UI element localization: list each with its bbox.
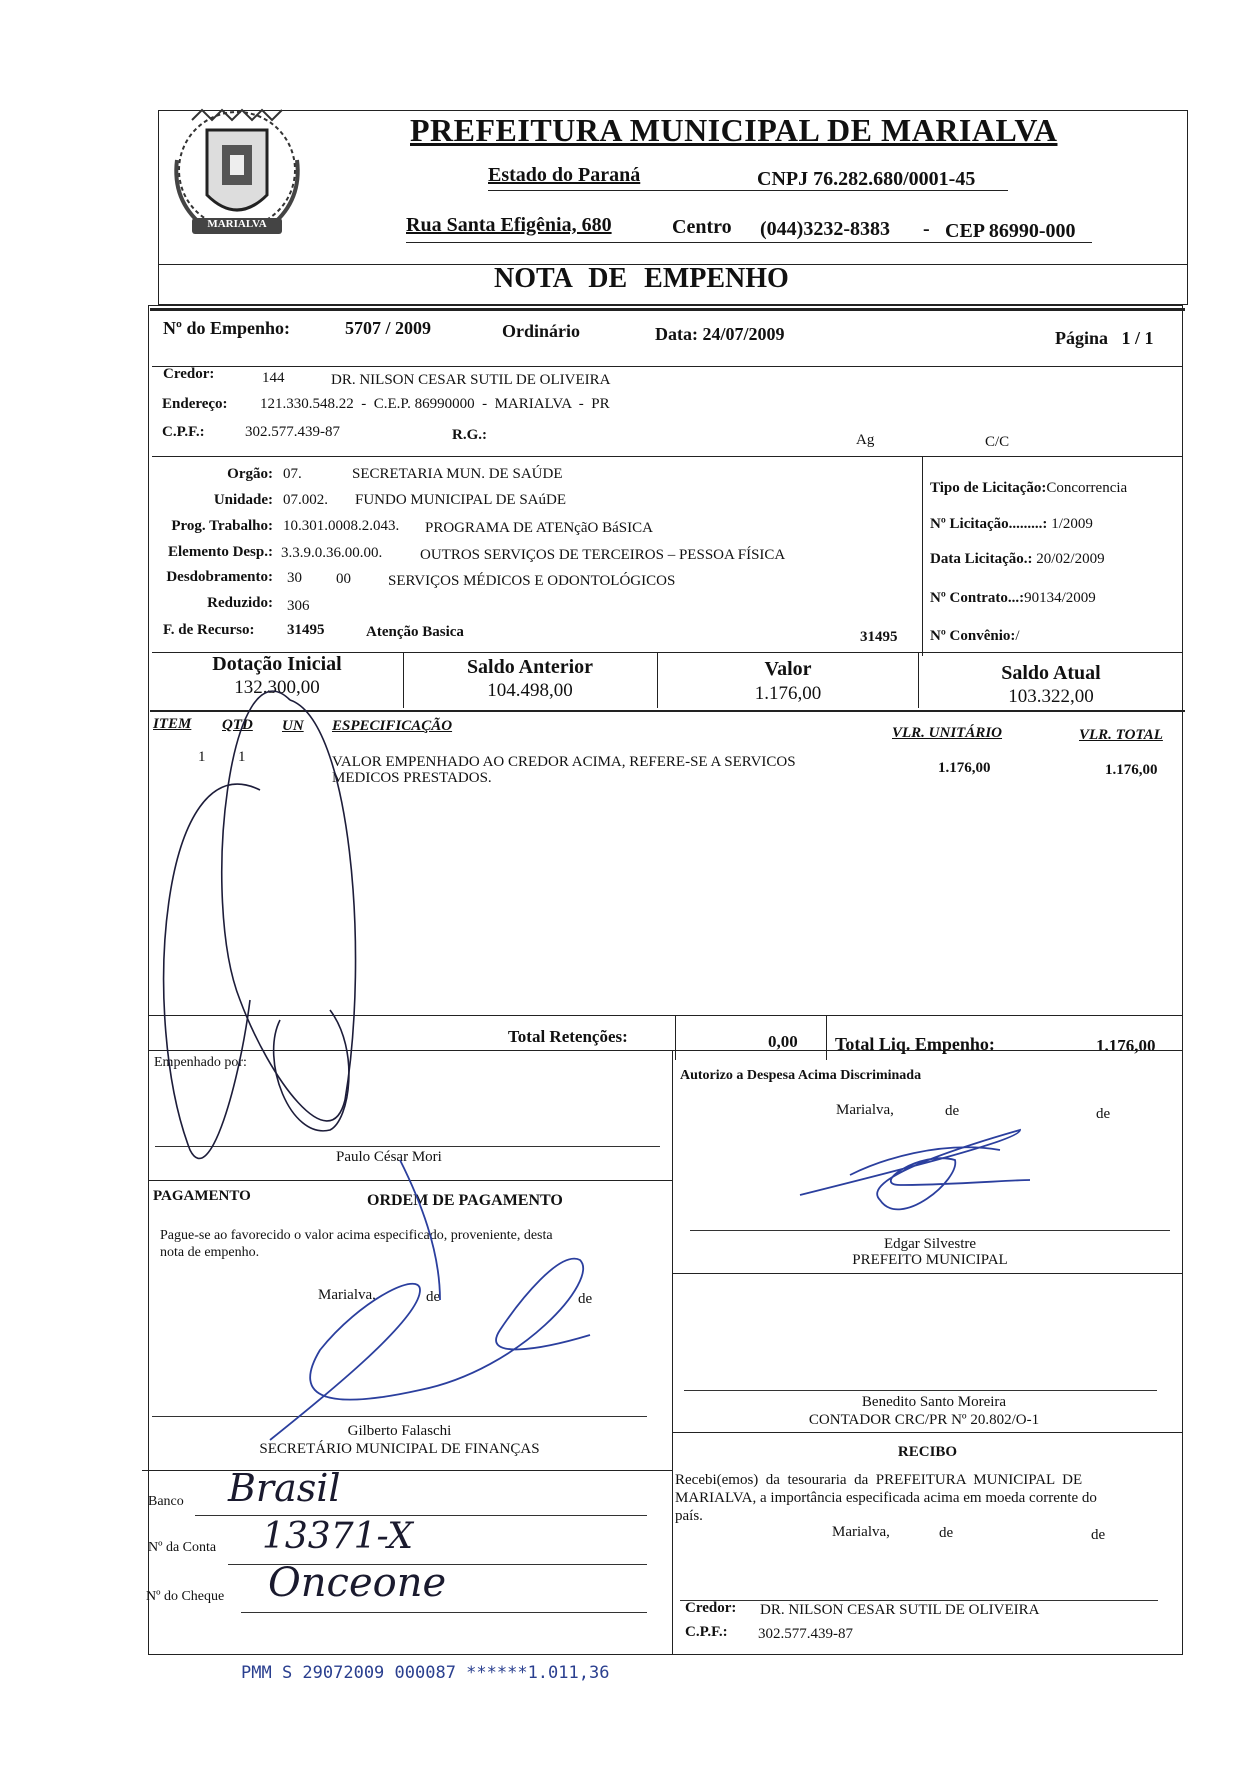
- reduzido-label: Reduzido:: [207, 595, 273, 611]
- item-qtd: 1: [238, 749, 246, 765]
- tipo-licitacao-label: Tipo de Licitação:: [930, 480, 1047, 496]
- contador-name: Benedito Santo Moreira: [861, 1394, 1007, 1410]
- convenio-value: /: [1015, 628, 1020, 644]
- data-licitacao-label: Data Licitação.:: [930, 551, 1033, 567]
- secretario-title: SECRETÁRIO MUNICIPAL DE FINANÇAS: [259, 1441, 540, 1457]
- col-vlr-unitario: VLR. UNITÁRIO: [892, 725, 1003, 741]
- dotacao-label: Dotação Inicial: [212, 653, 342, 675]
- empenho-label: Nº do Empenho:: [163, 318, 290, 338]
- pagamento-city: Marialva,: [318, 1287, 376, 1303]
- totals-bottom-rule: [148, 1050, 1183, 1051]
- fonte: Atenção Basica: [366, 624, 464, 640]
- prog: PROGRAMA DE ATENçãO BáSICA: [425, 520, 653, 536]
- fonte-code: 31495: [287, 622, 325, 638]
- saldo-atual-label: Saldo Atual: [1001, 662, 1101, 684]
- pagamento-text2: nota de empenho.: [160, 1245, 260, 1260]
- item-desc-line1: VALOR EMPENHADO AO CREDOR ACIMA, REFERE-SE A SERVICOS: [332, 754, 796, 770]
- state-underline: [488, 190, 1008, 191]
- rg-label: R.G.:: [452, 427, 487, 443]
- endereco-label: Endereço:: [162, 396, 228, 412]
- saldo-anterior-label: Saldo Anterior: [466, 656, 594, 678]
- recibo-title: RECIBO: [897, 1444, 958, 1460]
- saldo-atual-value: 103.322,00: [1008, 686, 1094, 707]
- autorizo-de2: de: [1096, 1106, 1111, 1122]
- autorizo-de1: de: [945, 1103, 960, 1119]
- document-title: NOTA DE EMPENHO: [494, 263, 789, 294]
- unidade-label: Unidade:: [213, 492, 273, 508]
- dotacao-value: 132.300,00: [234, 677, 320, 698]
- col-vlr-total: VLR. TOTAL: [1079, 727, 1163, 743]
- ag-label: Ag: [856, 432, 875, 448]
- total-retencoes-value: 0,00: [768, 1032, 798, 1051]
- reduzido: 306: [287, 598, 310, 614]
- saldo-anterior-value: 104.498,00: [487, 680, 573, 701]
- elemento-code: 3.3.9.0.36.00.00.: [281, 545, 383, 561]
- col-un: UN: [282, 718, 304, 734]
- bal-div-2: [657, 652, 658, 708]
- unidade-code: 07.002.: [283, 492, 328, 508]
- conta-label: Nº da Conta: [148, 1540, 217, 1555]
- credor-name: DR. NILSON CESAR SUTIL DE OLIVEIRA: [331, 372, 611, 388]
- secretario-sigline: [152, 1416, 647, 1417]
- empenhado-sigline: [155, 1146, 660, 1147]
- pagamento-label: PAGAMENTO: [153, 1188, 251, 1204]
- prefeito-rule: [672, 1273, 1183, 1274]
- balance-rule: [150, 710, 1185, 712]
- title-bottom-rule: [150, 308, 1185, 311]
- address-underline: [406, 242, 1092, 243]
- recibo-sigline: [680, 1600, 1158, 1601]
- empenhado-rule: [148, 1180, 672, 1181]
- recibo-text2: MARIALVA, a importância especificada acima em moeda corrente do: [675, 1490, 1097, 1506]
- bal-div-1: [403, 652, 404, 708]
- recibo-city: Marialva,: [832, 1524, 890, 1540]
- pagamento-de1: de: [426, 1289, 441, 1305]
- payment-stamp: PMM S 29072009 000087 ******1.011,36: [241, 1663, 610, 1683]
- num-licitacao-value: 1/2009: [1051, 516, 1093, 532]
- bal-div-3: [918, 652, 919, 708]
- contador-sigline: [684, 1390, 1157, 1391]
- total-liq-label: Total Liq. Empenho:: [835, 1034, 995, 1054]
- totals-div-1: [675, 1015, 676, 1060]
- dash: -: [923, 218, 930, 240]
- recibo-de1: de: [939, 1525, 954, 1541]
- col-item: ITEM: [153, 716, 192, 732]
- item-desc-line2: MEDICOS PRESTADOS.: [332, 770, 492, 786]
- contrato-value: 90134/2009: [1024, 590, 1096, 606]
- totals-div-2: [826, 1015, 827, 1060]
- orgao-code: 07.: [283, 466, 302, 482]
- recibo-de2: de: [1091, 1527, 1106, 1543]
- col-qtd: QTD: [222, 717, 253, 733]
- prog-code: 10.301.0008.2.043.: [283, 518, 400, 534]
- recibo-text3: país.: [675, 1508, 703, 1524]
- desdobramento-code2: 00: [336, 571, 351, 587]
- credor-code: 144: [262, 370, 285, 386]
- empenho-rule: [152, 366, 1182, 367]
- desdobramento-code1: 30: [287, 570, 302, 586]
- conta-value: 13371-X: [262, 1516, 414, 1557]
- desdobramento: SERVIÇOS MÉDICOS E ODONTOLÓGICOS: [388, 573, 676, 589]
- budget-divider: [922, 456, 923, 656]
- pagamento-de2: de: [578, 1291, 593, 1307]
- secretario-name: Gilberto Falaschi: [347, 1423, 452, 1439]
- elemento: OUTROS SERVIÇOS DE TERCEIROS – PESSOA FÍSICA: [420, 547, 786, 563]
- endereco: 121.330.548.22 - C.E.P. 86990000 - MARIALVA - PR: [260, 396, 610, 412]
- prog-label: Prog. Trabalho:: [171, 518, 273, 534]
- convenio-label: Nº Convênio:: [930, 628, 1016, 644]
- contrato: [930, 590, 1096, 607]
- cpf-label: C.P.F.:: [162, 424, 205, 440]
- seal-text: MARIALVA: [207, 218, 267, 230]
- orgao: SECRETARIA MUN. DE SAÚDE: [352, 466, 563, 482]
- prefeito-title: PREFEITO MUNICIPAL: [852, 1252, 1008, 1268]
- num-licitacao: [930, 516, 1093, 533]
- empenhado-name: Paulo César Mori: [336, 1149, 442, 1165]
- credor-label: Credor:: [163, 366, 215, 382]
- contador-title: CONTADOR CRC/PR Nº 20.802/O-1: [808, 1412, 1040, 1428]
- district: Centro: [672, 216, 732, 238]
- item-vlr-unitario: 1.176,00: [938, 760, 991, 776]
- autorizo-text: Autorizo a Despesa Acima Discriminada: [680, 1068, 922, 1083]
- orgao-label: Orgão:: [227, 466, 273, 482]
- contador-rule: [672, 1432, 1183, 1433]
- lower-divider: [672, 1050, 673, 1655]
- cheque-label: Nº do Cheque: [146, 1589, 225, 1604]
- col-especificacao: ESPECIFICAÇÃO: [332, 718, 453, 734]
- recibo-credor: DR. NILSON CESAR SUTIL DE OLIVEIRA: [760, 1602, 1040, 1618]
- total-retencoes-label: Total Retenções:: [508, 1027, 628, 1046]
- recibo-text1: Recebi(emos) da tesouraria da PREFEITURA MUNICIPAL DE: [675, 1472, 1083, 1488]
- convenio: [930, 628, 1020, 645]
- totals-rule: [148, 1015, 1183, 1016]
- data-licitacao-value: 20/02/2009: [1036, 551, 1105, 567]
- empenhado-label: Empenhado por:: [154, 1055, 247, 1070]
- recibo-credor-label: Credor:: [685, 1600, 737, 1616]
- unidade: FUNDO MUNICIPAL DE SAúDE: [355, 492, 566, 508]
- item-vlr-total: 1.176,00: [1105, 762, 1158, 778]
- valor-value: 1.176,00: [754, 683, 822, 704]
- valor-label: Valor: [764, 658, 812, 680]
- total-liq-value: 1.176,00: [1096, 1036, 1156, 1055]
- num-licitacao-label: Nº Licitação.........:: [930, 516, 1048, 532]
- municipality-title: PREFEITURA MUNICIPAL DE MARIALVA: [410, 112, 1058, 148]
- state-name: Estado do Paraná: [488, 164, 641, 186]
- prefeito-name: Edgar Silvestre: [883, 1236, 977, 1252]
- empenho-date: Data: 24/07/2009: [655, 324, 785, 344]
- cheque-value: Onceone: [268, 1560, 447, 1606]
- creditor-rule: [152, 456, 1182, 457]
- fonte-label: F. de Recurso:: [163, 622, 255, 638]
- secretario-rule: [142, 1470, 672, 1471]
- cpf: 302.577.439-87: [245, 424, 340, 440]
- banco-label: Banco: [148, 1494, 184, 1509]
- ordem-pagamento: ORDEM DE PAGAMENTO: [367, 1192, 563, 1209]
- fonte-code-right: 31495: [860, 629, 898, 645]
- data-licitacao: [930, 551, 1105, 568]
- elemento-label: Elemento Desp.:: [168, 544, 273, 560]
- autorizo-city: Marialva,: [836, 1102, 894, 1118]
- pagamento-text1: Pague-se ao favorecido o valor acima especificado, proveniente, desta: [160, 1228, 553, 1243]
- cnpj: CNPJ 76.282.680/0001-45: [757, 168, 976, 190]
- street-address: Rua Santa Efigênia, 680: [406, 214, 612, 236]
- page-number: Página 1 / 1: [1055, 328, 1154, 348]
- prefeito-sigline: [690, 1230, 1170, 1231]
- empenho-type: Ordinário: [502, 321, 581, 341]
- cheque-line: [241, 1612, 647, 1613]
- item-number: 1: [198, 749, 206, 765]
- municipal-seal: [162, 100, 312, 250]
- contrato-label: Nº Contrato...:: [930, 590, 1025, 606]
- banco-value: Brasil: [228, 1466, 341, 1510]
- cc-label: C/C: [985, 434, 1010, 450]
- desdobramento-label: Desdobramento:: [166, 569, 273, 585]
- cep: CEP 86990-000: [945, 220, 1076, 242]
- tipo-licitacao: [930, 480, 1127, 497]
- phone: (044)3232-8383: [760, 218, 890, 240]
- empenho-number: 5707 / 2009: [345, 318, 432, 338]
- recibo-cpf-label: C.P.F.:: [685, 1624, 728, 1640]
- recibo-cpf: 302.577.439-87: [758, 1626, 853, 1642]
- tipo-licitacao-value: Concorrencia: [1046, 480, 1128, 496]
